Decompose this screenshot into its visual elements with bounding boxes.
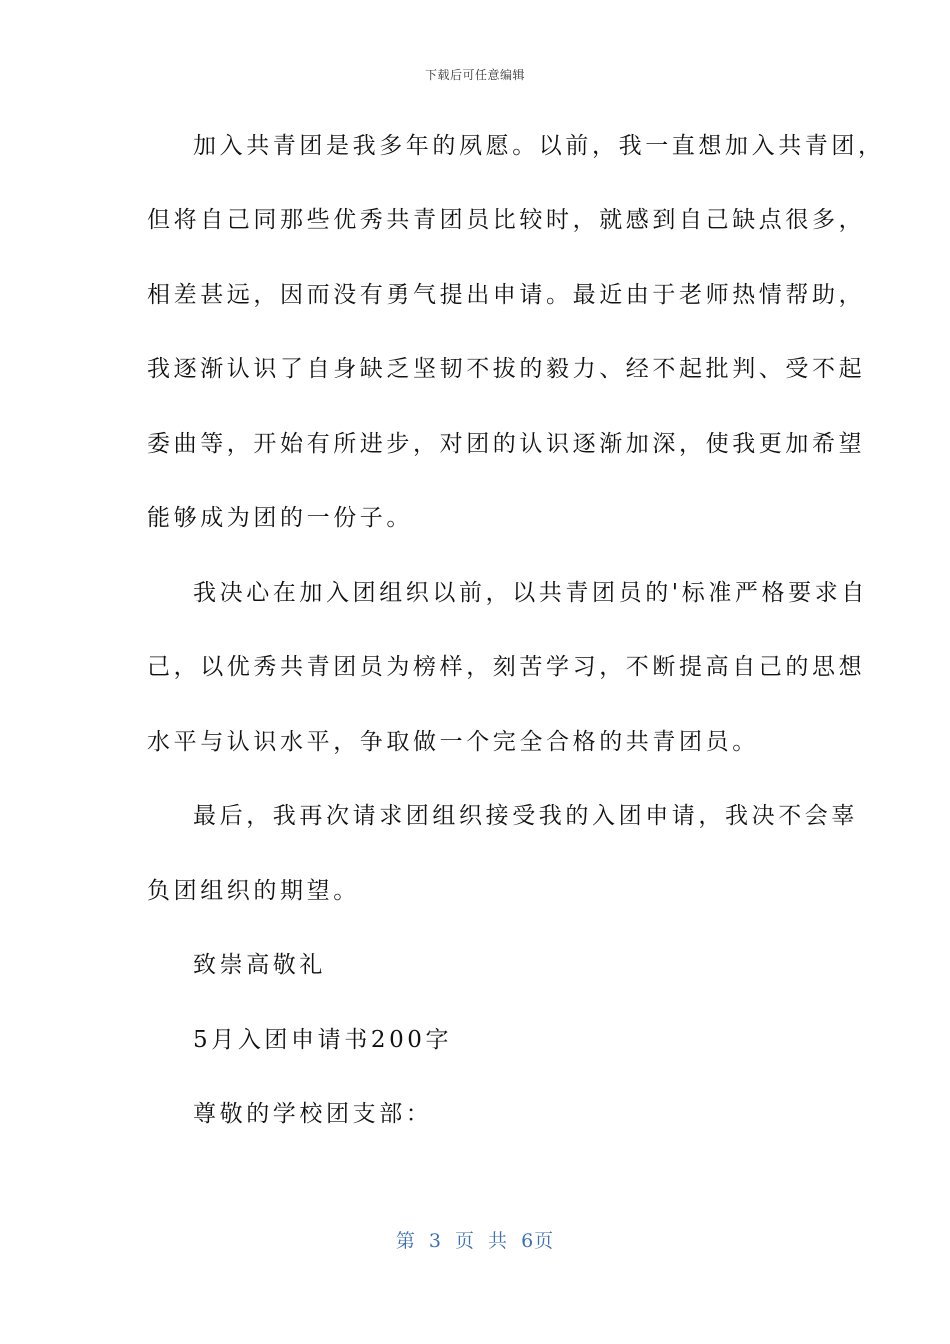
page-footer: 第 3 页 共 6页 <box>395 1230 555 1252</box>
section-title: 5月入团申请书200字 <box>193 1027 453 1053</box>
greeting-line: 尊敬的学校团支部： <box>193 1101 433 1127</box>
paragraph-2-line-1: 我决心在加入团组织以前，以共青团员的'标准严格要求自 <box>193 580 868 606</box>
paragraph-1-line-5: 委曲等，开始有所进步，对团的认识逐渐加深，使我更加希望 <box>147 431 866 457</box>
paragraph-1-line-2: 但将自己同那些优秀共青团员比较时，就感到自己缺点很多， <box>147 207 866 233</box>
paragraph-3-line-1: 最后，我再次请求团组织接受我的入团申请，我决不会辜 <box>193 803 858 829</box>
paragraph-1-line-6: 能够成为团的一份子。 <box>147 505 413 531</box>
page-header: 下载后可任意编辑 <box>424 68 525 82</box>
paragraph-2-line-3: 水平与认识水平，争取做一个完全合格的共青团员。 <box>147 729 759 755</box>
paragraph-1-line-1: 加入共青团是我多年的夙愿。以前，我一直想加入共青团， <box>193 133 885 159</box>
paragraph-1-line-3: 相差甚远，因而没有勇气提出申请。最近由于老师热情帮助， <box>147 282 866 308</box>
paragraph-3-line-2: 负团组织的期望。 <box>147 878 360 904</box>
closing-salutation: 致崇高敬礼 <box>193 952 326 978</box>
paragraph-2-line-2: 己，以优秀共青团员为榜样，刻苦学习，不断提高自己的思想 <box>147 654 866 680</box>
paragraph-1-line-4: 我逐渐认识了自身缺乏坚韧不拔的毅力、经不起批判、受不起 <box>147 356 866 382</box>
